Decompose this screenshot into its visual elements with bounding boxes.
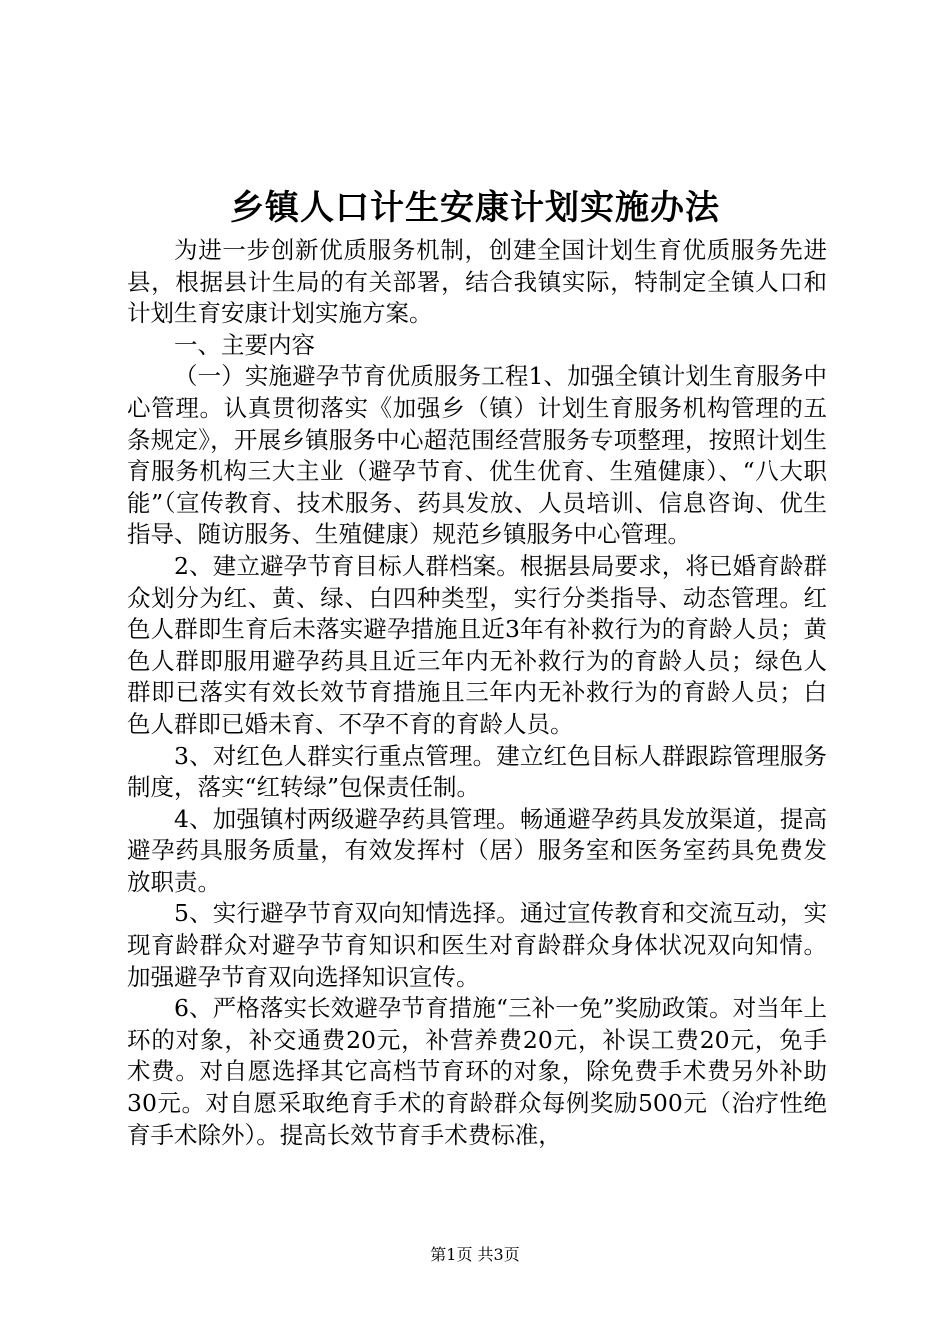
paragraph-intro: 为进一步创新优质服务机制，创建全国计划生育优质服务先进县，根据县计生局的有关部署，结合我镇实际，特制定全镇人口和计划生育安康计划实施方案。 [127, 236, 827, 328]
paragraph-6: 6、严格落实长效避孕节育措施“三补一免”奖励政策。对当年上环的对象，补交通费20元，补营养费20元，补误工费20元，免手术费。对自愿选择其它高档节育环的对象，除免费手术费另外补助30元。对自愿采取绝育手术的育龄群众每例奖励500元（治疗性绝育手术除外）。提高长效节育手术费标准， [127, 994, 827, 1149]
paragraph-3: 3、对红色人群实行重点管理。建立红色目标人群跟踪管理服务制度，落实“红转绿”包保责任制。 [127, 741, 827, 802]
paragraph-4: 4、加强镇村两级避孕药具管理。畅通避孕药具发放渠道，提高避孕药具服务质量，有效发挥村（居）服务室和医务室药具免费发放职责。 [127, 804, 827, 896]
paragraph-1: （一）实施避孕节育优质服务工程1、加强全镇计划生育服务中心管理。认真贯彻落实《加强乡（镇）计划生育服务机构管理的五条规定》，开展乡镇服务中心超范围经营服务专项整理，按照计划生育服务机构三大主业（避孕节育、优生优育、生殖健康）、“八大职能”（宣传教育、技术服务、药具发放、人员培训、信息咨询、优生指导、随访服务、生殖健康）规范乡镇服务中心管理。 [127, 362, 827, 549]
page-footer: 第1页 共3页 [430, 1245, 520, 1264]
paragraph-5: 5、实行避孕节育双向知情选择。通过宣传教育和交流互动，实现育龄群众对避孕节育知识和医生对育龄群众身体状况双向知情。加强避孕节育双向选择知识宣传。 [127, 899, 827, 991]
document-body [127, 235, 827, 1151]
paragraph-2: 2、建立避孕节育目标人群档案。根据县局要求，将已婚育龄群众划分为红、黄、绿、白四种类型，实行分类指导、动态管理。红色人群即生育后未落实避孕措施且近3年有补救行为的育龄人员；黄色人群即服用避孕药具且近三年内无补救行为的育龄人员；绿色人群即已落实有效长效节育措施且三年内无补救行为的育龄人员；白色人群即已婚未育、不孕不育的育龄人员。 [127, 551, 827, 738]
section-heading: 一、主要内容 [174, 330, 315, 359]
document-title: 乡镇人口计生安康计划实施办法 [230, 188, 720, 228]
